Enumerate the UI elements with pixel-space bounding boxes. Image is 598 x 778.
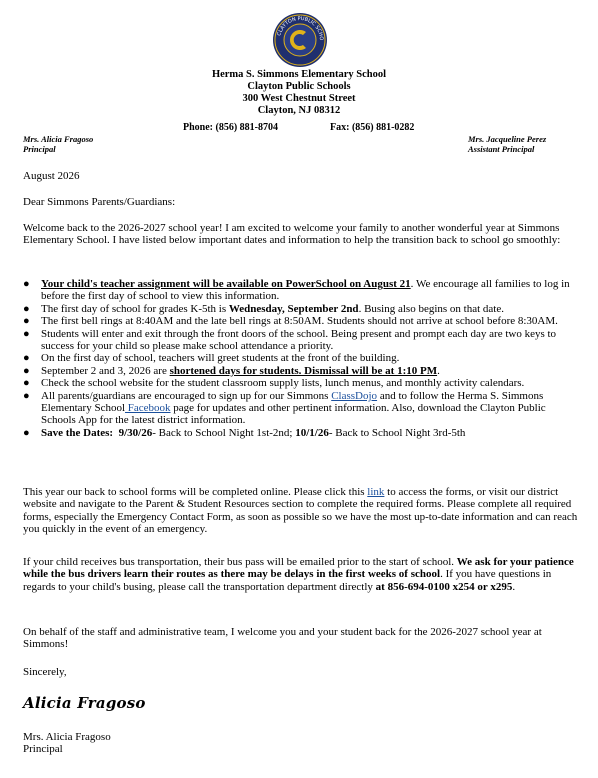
bus-patience-text: We ask for your patience while the bus drivers learn their routes as there may be delays in the first weeks of school	[23, 556, 574, 581]
signoff-name: Mrs. Alicia Fragoso	[23, 731, 111, 743]
list-item-text: Check the school website for the student classroom supply lists, lunch menus, and monthly activity calendars.	[41, 377, 525, 390]
paragraph-text: If your child receives bus transportation, their bus pass will be emailed prior to the start of school.	[23, 556, 457, 568]
list-item-text: All parents/guardians are encouraged to sign up for our Simmons	[41, 389, 332, 402]
info-list	[23, 278, 579, 439]
letter-date: August 2026	[23, 170, 80, 182]
fax-number: Fax: (856) 881-0282	[330, 122, 415, 133]
list-item: ● Check the school website for the student classroom supply lists, lunch menus, and monthly activity calendars.	[23, 377, 525, 390]
list-item-text: - Back to School Night 3rd-5th	[328, 426, 466, 439]
school-seal-logo	[272, 12, 328, 68]
event-date: 10/1/26	[295, 426, 329, 439]
closing-paragraph: On behalf of the staff and administrative team, I welcome you and your student back for the 2026-2027 school year at Simmons!	[23, 626, 542, 651]
transportation-phone: at 856-694-0100 x254 or x295	[375, 580, 513, 593]
list-item-text: The first bell rings at 8:40AM and the late bell rings at 8:50AM. Students should not arrive at school before 8:30AM.	[41, 315, 558, 328]
district-name: Clayton Public Schools	[247, 81, 351, 92]
signoff-title: Principal	[23, 743, 63, 756]
list-item: ● Save the Dates: 9/30/26- Back to School Night 1st-2nd; 10/1/26- Back to School Night 3rd-5th	[23, 426, 466, 439]
paragraph-text: . If you have questions in regards to your child's busing, please call the transportation department directly	[23, 568, 552, 593]
list-item-text: - Back to School Night 1st-2nd;	[152, 426, 296, 439]
city-address: Clayton, NJ 08312	[257, 105, 341, 116]
greeting: Dear Simmons Parents/Guardians:	[23, 196, 176, 208]
assistant-name: Mrs. Jacqueline Perez	[468, 134, 547, 144]
classdojo-link[interactable]: ClassDojo	[331, 389, 378, 402]
list-item: ● September 2 and 3, 2026 are shortened days for students. Dismissal will be at 1:10 PM.	[23, 364, 440, 377]
letterhead	[0, 69, 598, 117]
list-item: ● Your child's teacher assignment will be available on PowerSchool on August 21. We encourage all families to log in before the first day of school to view this information.	[23, 278, 570, 303]
list-item: ● The first day of school for grades K-5th is Wednesday, September 2nd. Busing also begins on that date.	[23, 302, 504, 315]
svg-text:CLAYTON PUBLIC SCHOOLS: CLAYTON PUBLIC SCHO	[276, 15, 325, 41]
shortened-days-text: shortened days for students. Dismissal will be at 1:10 PM	[169, 364, 438, 377]
list-item-text: The first day of school for grades K-5th is	[41, 302, 229, 315]
sincerely-text: Sincerely,	[23, 666, 67, 678]
signoff-block	[23, 731, 111, 756]
list-item-text: and to follow the Herma S. Simmons Elementary School	[41, 389, 544, 415]
school-name: Herma S. Simmons Elementary School	[211, 69, 387, 80]
forms-paragraph	[23, 486, 579, 536]
list-item-text: page for updates and other pertinent information. Also, download the Clayton Public Schools App for the latest district information.	[41, 402, 546, 427]
principal-title: Principal	[23, 144, 56, 154]
assistant-title: Assistant Principal	[468, 144, 535, 154]
principal-block	[23, 134, 93, 154]
list-item-text: .	[437, 364, 440, 377]
event-date: 9/30/26	[118, 426, 153, 439]
list-item-text: . We encourage all families to log in before the first day of school to view this information.	[41, 278, 570, 303]
phone-number: Phone: (856) 881-8704	[183, 122, 278, 133]
list-item-text: September 2 and 3, 2026 are	[41, 364, 170, 377]
list-item-text: Students will enter and exit through the front doors of the school. Being present and prompt each day are two keys to success for your child so please make school attendance a priority.	[41, 327, 557, 353]
list-item: ● The first bell rings at 8:40AM and the late bell rings at 8:50AM. Students should not arrive at school before 8:30AM.	[23, 315, 558, 328]
facebook-link[interactable]: Facebook	[125, 402, 171, 415]
forms-link[interactable]: link	[367, 486, 385, 498]
paragraph-text: This year our back to school forms will be completed online. Please click this	[23, 486, 368, 498]
list-item: ● All parents/guardians are encouraged to sign up for our Simmons ClassDojo and to follow the Herma S. Simmons Elementary School Facebook page for updates and other pertinent information. Also, download the Clayton Public Schools App for the latest district information.	[23, 389, 546, 427]
assistant-principal-block	[468, 134, 546, 154]
intro-paragraph: Welcome back to the 2026-2027 school year! I am excited to welcome your family to another wonderful year at Simmons Elementary School. I have listed below important dates and information to help the transition back to school go smoothly:	[23, 222, 561, 247]
list-item-text: On the first day of school, teachers will greet students at the front of the building.	[41, 352, 400, 365]
handwritten-signature: Alicia Fragoso	[23, 694, 146, 712]
paragraph-text: .	[512, 580, 516, 593]
list-item: ● Students will enter and exit through the front doors of the school. Being present and prompt each day are two keys to success for your child so please make school attendance a priority.	[23, 327, 557, 353]
principal-name: Mrs. Alicia Fragoso	[23, 134, 94, 144]
list-item-text: . Busing also begins on that date.	[358, 302, 504, 315]
list-item: ● On the first day of school, teachers will greet students at the front of the building.	[23, 352, 400, 365]
street-address: 300 West Chestnut Street	[242, 93, 356, 104]
paragraph-text: to access the forms, or visit our district website and navigate to the Parent & Student Resources section to complete the required forms. Please complete all required forms, especially the Emergency Contact Form, as soon as possible so we have the most up-to-date information and can reach you quickly in the event of an emergency.	[23, 486, 578, 536]
first-day-date: Wednesday, September 2nd	[228, 302, 359, 315]
bus-paragraph	[23, 556, 579, 593]
teacher-assignment-text: Your child's teacher assignment will be available on PowerSchool on August 21	[41, 278, 411, 290]
save-dates-label: Save the Dates:	[41, 426, 114, 439]
